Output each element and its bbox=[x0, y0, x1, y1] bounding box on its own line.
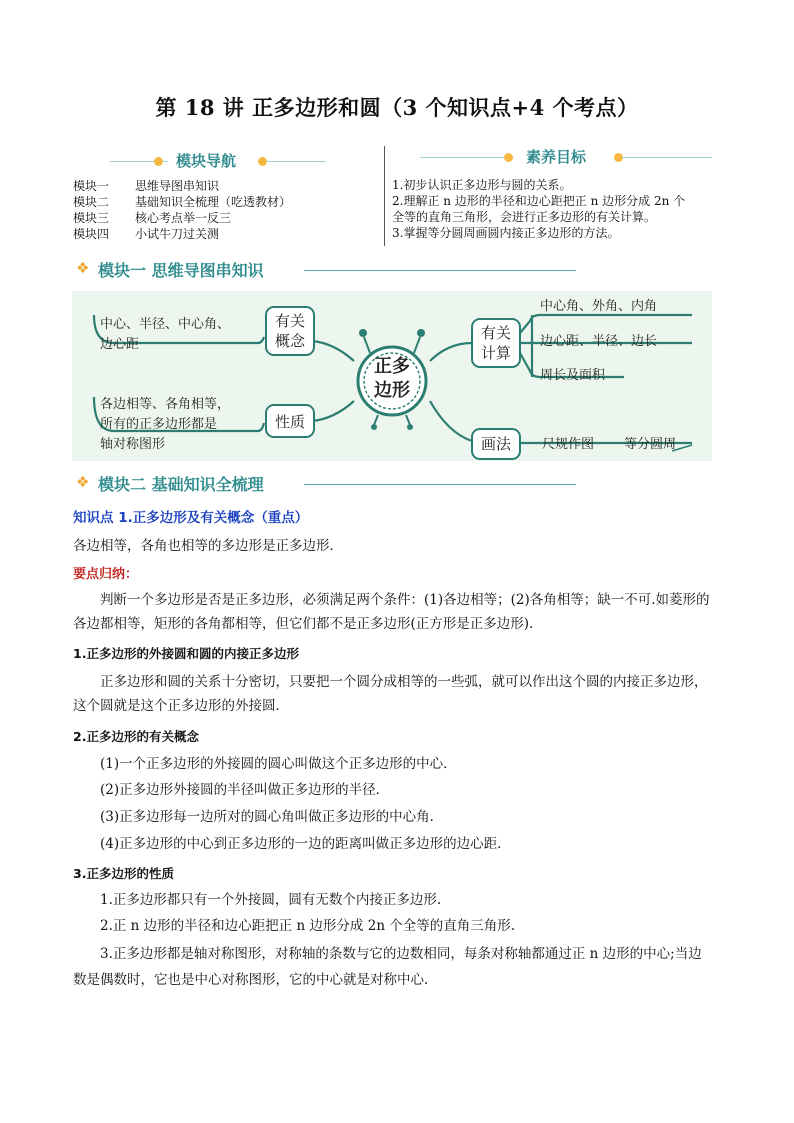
property-line: 数是偶数时，它也是中心对称图形，它的中心就是对称中心. bbox=[73, 972, 429, 988]
property-line: 3.正多边形都是轴对称图形，对称轴的条数与它的边数相同，每条对称轴都通过正 n 边形的中心;当边 bbox=[100, 946, 702, 962]
module1-heading: 模块一 思维导图串知识 bbox=[98, 261, 264, 280]
mindmap-diagram bbox=[72, 291, 712, 461]
concept-item: (1)一个正多边形的外接圆的圆心叫做这个正多边形的中心． bbox=[100, 756, 457, 772]
draw-item: 尺规作图 bbox=[542, 437, 595, 452]
nav-heading-line-right bbox=[266, 161, 326, 162]
goal-line: 3.掌握等分圆周画圆内接正多边形的方法。 bbox=[392, 226, 620, 240]
definition-text: 各边相等，各角也相等的多边形是正多边形． bbox=[73, 538, 343, 554]
nav-item[interactable]: 模块三 核心考点举一反三 bbox=[73, 211, 232, 225]
concept-item: (4)正多边形的中心到正多边形的一边的距离叫做正多边形的边心距． bbox=[100, 836, 511, 852]
nav-item[interactable]: 模块四 小试牛刀过关测 bbox=[73, 227, 220, 241]
calc-item: 边心距、半径、边长 bbox=[540, 334, 658, 349]
module-nav-list bbox=[73, 178, 291, 242]
center-node: 正多 边形 bbox=[374, 356, 410, 401]
goals-heading: 素养目标 bbox=[526, 148, 587, 166]
nav-heading-dot-left bbox=[154, 157, 163, 166]
nav-heading: 模块导航 bbox=[176, 152, 237, 170]
diamond-icon: ❖ bbox=[76, 473, 90, 491]
nav-item[interactable]: 模块二 基础知识全梳理（吃透教材） bbox=[73, 195, 292, 209]
section1-line: 正多边形和圆的关系十分密切，只要把一个圆分成相等的一些弧，就可以作出这个圆的内接正多边形， bbox=[100, 674, 708, 690]
knowledge-point-title: 知识点 1.正多边形及有关概念（重点） bbox=[73, 510, 309, 526]
module2-heading: 模块二 基础知识全梳理 bbox=[98, 475, 264, 494]
section-title: 2.正多边形的有关概念 bbox=[73, 729, 199, 744]
page-title: 第 18 讲 正多边形和圆（3 个知识点+4 个考点） bbox=[155, 95, 639, 120]
section-title: 1.正多边形的外接圆和圆的内接正多边形 bbox=[73, 646, 299, 661]
module1-heading-line bbox=[304, 270, 576, 271]
property-line: 1.正多边形都只有一个外接圆，圆有无数个内接正多边形. bbox=[100, 892, 442, 908]
section-title: 3.正多边形的性质 bbox=[73, 866, 174, 881]
concept-item: (2)正多边形外接圆的半径叫做正多边形的半径． bbox=[100, 782, 390, 798]
summary-paragraph-cont: 各边都相等，矩形的各角都相等，但它们都不是正多边形(正方形是正多边形). bbox=[73, 616, 534, 632]
summary-paragraph: 判断一个多边形是否是正多边形，必须满足两个条件：(1)各边相等；(2)各角相等；缺一不可.如菱形的 bbox=[100, 592, 710, 608]
calc-item: 中心角、外角、内角 bbox=[540, 299, 658, 314]
summary-label: 要点归纳： bbox=[73, 567, 139, 582]
goals-heading-line-right bbox=[622, 157, 712, 158]
calc-item: 周长及面积 bbox=[540, 368, 606, 383]
goals-heading-dot-left bbox=[504, 153, 513, 162]
node-property: 性质 bbox=[274, 413, 305, 431]
goal-line: 全等的直角三角形，会进行正多边形的有关计算。 bbox=[392, 210, 657, 224]
node-concept: 有关 概念 bbox=[274, 312, 305, 350]
goals-list bbox=[392, 177, 732, 241]
property-line: 2.正 n 边形的半径和边心距把正 n 边形分成 2n 个全等的直角三角形. bbox=[100, 918, 516, 934]
section1-line: 这个圆就是这个正多边形的外接圆． bbox=[73, 698, 289, 714]
goal-line: 2.理解正 n 边形的半径和边心距把正 n 边形分成 2n 个 bbox=[392, 194, 686, 208]
nav-item[interactable]: 模块一 思维导图串知识 bbox=[73, 179, 220, 193]
property-detail: 各边相等、各角相等， 所有的正多边形都是 轴对称图形 bbox=[100, 397, 231, 452]
diamond-icon: ❖ bbox=[76, 259, 90, 277]
goals-heading-line-left bbox=[420, 157, 510, 158]
concept-item: (3)正多边形每一边所对的圆心角叫做正多边形的中心角． bbox=[100, 809, 444, 825]
draw-item: 等分圆周 bbox=[624, 437, 677, 452]
goal-line: 1.初步认识正多边形与圆的关系。 bbox=[392, 178, 572, 192]
node-calc: 有关 计算 bbox=[480, 324, 511, 362]
node-draw: 画法 bbox=[480, 435, 511, 453]
module2-heading-line bbox=[304, 484, 576, 485]
column-divider bbox=[384, 146, 385, 246]
concept-detail: 中心、半径、中心角、 边心距 bbox=[100, 317, 231, 352]
